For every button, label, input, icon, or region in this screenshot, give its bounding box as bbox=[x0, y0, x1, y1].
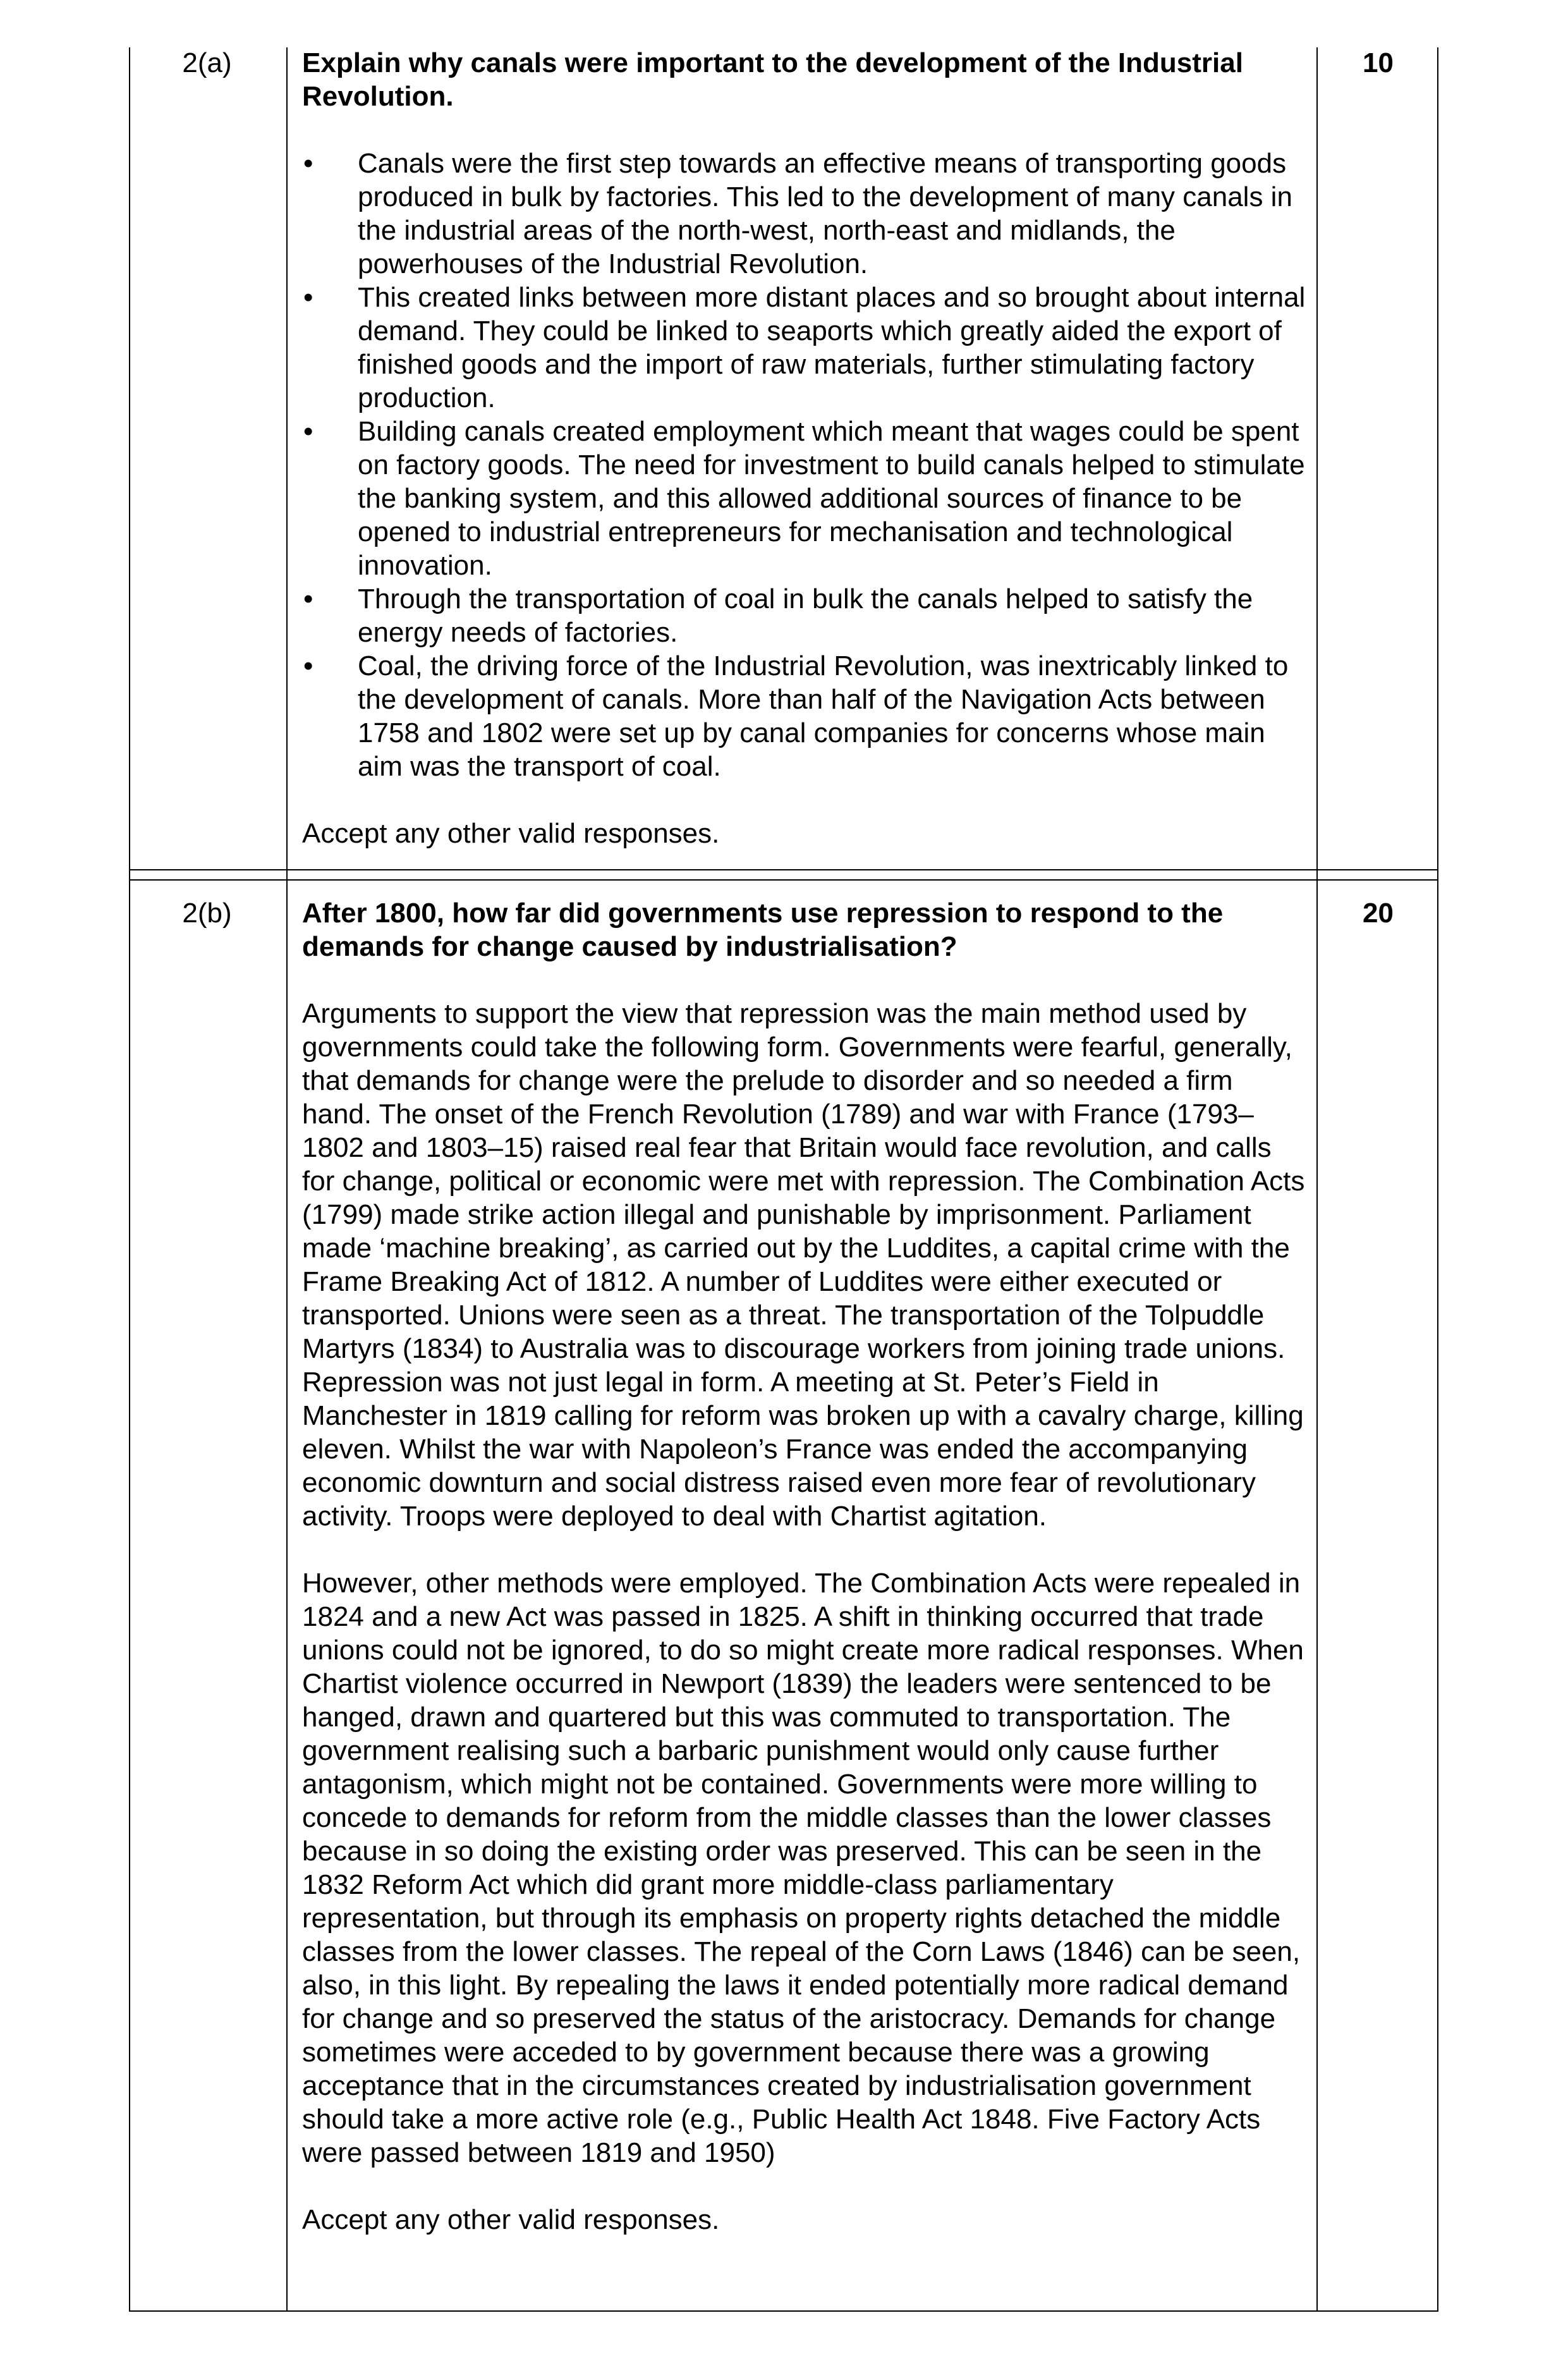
bullet-icon: • bbox=[303, 583, 313, 614]
answer-point-text: Canals were the first step towards an effective means of transporting goods produced in bulk by factories. This led to the development of many canals in the industrial areas of the north-west, north-east and midlands, the powerhouses of the Industrial Revolution. bbox=[358, 148, 1292, 279]
answer-paragraph: However, other methods were employed. The Combination Acts were repealed in 1824 and a new Act was passed in 1825. A shift in thinking occurred that trade unions could not be ignored, to do so might create more radical responses. When Chartist violence occurred in Newport (1839) the leaders were sentenced to be hanged, drawn and quartered but this was commuted to transportation. The government realising such a barbaric punishment would only cause further antagonism, which might not be contained. Governments were more willing to concede to demands for reform from the middle classes than the lower classes because in so doing the existing order was preserved. This can be seen in the 1832 Reform Act which did grant more middle-class parliamentary representation, but through its emphasis on property rights detached the middle classes from the lower classes. The repeal of the Corn Laws (1846) can be seen, also, in this light. By repealing the laws it ended potentially more radical demand for change and so preserved the status of the aristocracy. Demands for change sometimes were acceded to by government because there was a growing acceptance that in the circumstances created by industrialisation government should take a more active role (e.g., Public Health Act 1848. Five Factory Acts were passed between 1819 and 1950) bbox=[302, 1568, 1304, 2168]
bullet-icon: • bbox=[303, 282, 313, 313]
question-content bbox=[302, 46, 1306, 850]
answer-point-text: Through the transportation of coal in bulk the canals helped to satisfy the energy needs of factories. bbox=[358, 583, 1253, 648]
row-divider-top bbox=[129, 869, 1438, 870]
answer-point-text: Building canals created employment which meant that wages could be spent on factory goods. The need for investment to build canals helped to stimulate the banking system, and this allowed additional sources of finance to be opened to industrial entrepreneurs for mechanisation and technological innovation. bbox=[358, 416, 1305, 581]
column-divider-2 bbox=[1316, 47, 1318, 2312]
answer-points-list bbox=[302, 147, 1306, 783]
answer-point bbox=[302, 649, 1306, 783]
answer-point bbox=[302, 415, 1306, 582]
bullet-icon: • bbox=[303, 148, 313, 179]
question-number: 2(b) bbox=[182, 898, 232, 929]
answer-paragraph: Arguments to support the view that repression was the main method used by governments could take the following form. Governments were fearful, generally, that demands for change were the prelude to disorder and so needed a firm hand. The onset of the French Revolution (1789) and war with France (1793–1802 and 1803–15) raised real fear that Britain would face revolution, and calls for change, political or economic were met with repression. The Combination Acts (1799) made strike action illegal and punishable by imprisonment. Parliament made ‘machine breaking’, as carried out by the Luddites, a capital crime with the Frame Breaking Act of 1812. A number of Luddites were either executed or transported. Unions were seen as a threat. The transportation of the Tolpuddle Martyrs (1834) to Australia was to discourage workers from joining trade unions. Repression was not just legal in form. A meeting at St. Peter’s Field in Manchester in 1819 calling for reform was broken up with a cavalry charge, killing eleven. Whilst the war with Napoleon’s France was ended the accompanying economic downturn and social distress raised even more fear of revolutionary activity. Troops were deployed to deal with Chartist agitation. bbox=[302, 998, 1305, 1532]
question-title: After 1800, how far did governments use repression to respond to the demands for change caused by industrialisation? bbox=[302, 898, 1224, 962]
question-title: Explain why canals were important to the development of the Industrial Revolution. bbox=[302, 47, 1243, 112]
table-border-bottom bbox=[129, 2310, 1438, 2312]
question-number: 2(a) bbox=[182, 47, 232, 78]
accept-note: Accept any other valid responses. bbox=[302, 818, 720, 849]
table-border-left bbox=[129, 47, 130, 2312]
question-marks: 10 bbox=[1363, 47, 1394, 78]
question-marks: 20 bbox=[1363, 898, 1394, 929]
answer-point bbox=[302, 281, 1306, 415]
bullet-icon: • bbox=[303, 416, 313, 447]
answer-point-text: This created links between more distant places and so brought about internal demand. They could be linked to seaports which greatly aided the export of finished goods and the import of raw materials, further stimulating factory production. bbox=[358, 282, 1306, 413]
answer-point-text: Coal, the driving force of the Industrial Revolution, was inextricably linked to the development of canals. More than half of the Navigation Acts between 1758 and 1802 were set up by canal companies for concerns whose main aim was the transport of coal. bbox=[358, 650, 1289, 782]
answer-point bbox=[302, 147, 1306, 281]
answer-point bbox=[302, 582, 1306, 649]
row-divider-bottom bbox=[129, 879, 1438, 881]
bullet-icon: • bbox=[303, 650, 313, 681]
question-content bbox=[302, 896, 1306, 2236]
table-border-right bbox=[1437, 47, 1438, 2312]
accept-note: Accept any other valid responses. bbox=[302, 2204, 720, 2235]
column-divider-1 bbox=[286, 47, 288, 2312]
